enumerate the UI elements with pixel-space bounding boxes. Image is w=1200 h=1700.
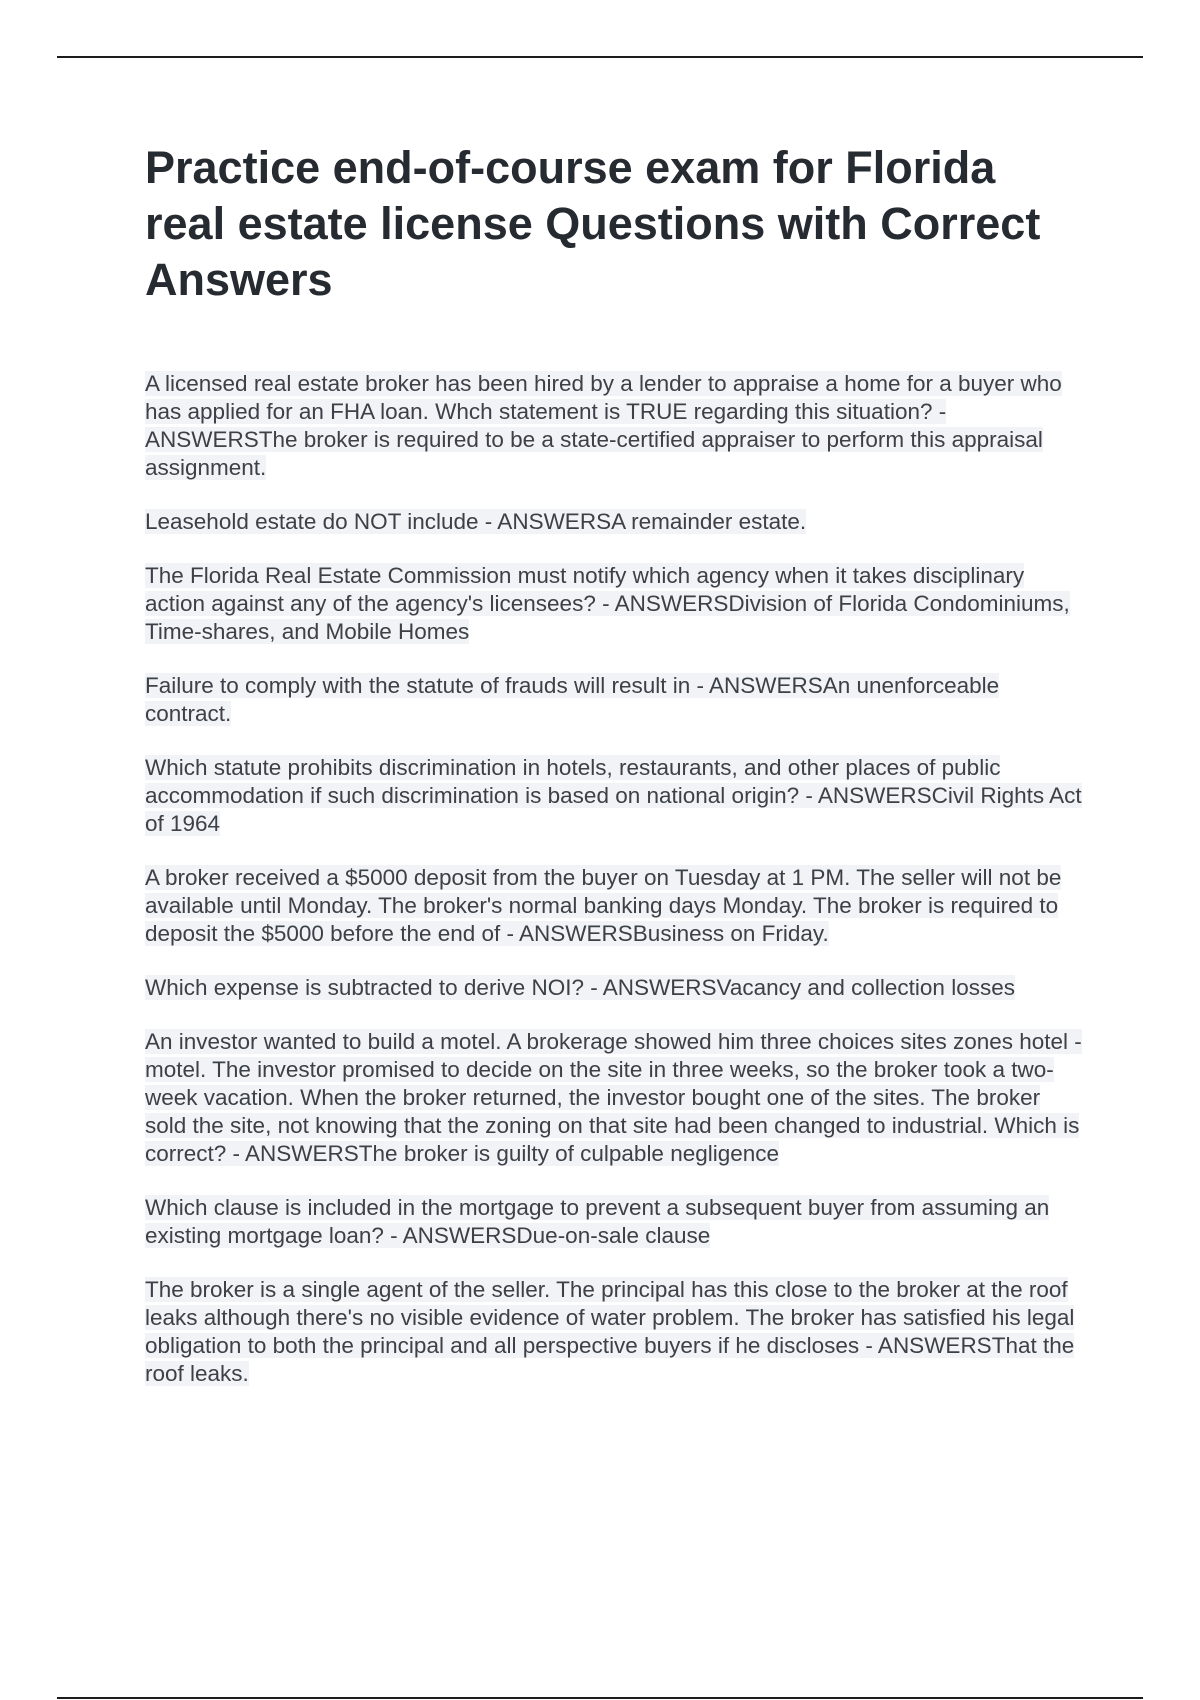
- qa-text: The broker is a single agent of the seller. The principal has this close to the broker at the roof leaks although there's no visible evidence of water problem. The broker has satisfied his legal obligation to both the principal and all perspective buyers if he discloses - ANSWERSThat the roof leaks.: [145, 1277, 1075, 1386]
- qa-text: A broker received a $5000 deposit from the buyer on Tuesday at 1 PM. The seller will not be available until Monday. The broker's normal banking days Monday. The broker is required to deposit the $5000 before the end of - ANSWERSBusiness on Friday.: [145, 865, 1062, 946]
- qa-text: Failure to comply with the statute of frauds will result in - ANSWERSAn unenforceable contract.: [145, 673, 1000, 726]
- document-body: [145, 140, 1085, 1414]
- qa-item: [145, 1276, 1085, 1388]
- qa-item: [145, 562, 1085, 646]
- qa-item: [145, 974, 1085, 1002]
- qa-text: Which statute prohibits discrimination in hotels, restaurants, and other places of public accommodation if such discrimination is based on national origin? - ANSWERSCivil Rights Act of 1964: [145, 755, 1082, 836]
- qa-item: [145, 754, 1085, 838]
- qa-text: The Florida Real Estate Commission must notify which agency when it takes disciplinary action against any of the agency's licensees? - ANSWERSDivision of Florida Condominiums, Time-shares, and Mobile Homes: [145, 563, 1070, 644]
- bottom-divider: [57, 1697, 1143, 1699]
- qa-text: An investor wanted to build a motel. A brokerage showed him three choices sites zones hotel -motel. The investor promised to decide on the site in three weeks, so the broker took a two-week vacation. When the broker returned, the investor bought one of the sites. The broker sold the site, not knowing that the zoning on that site had been changed to industrial. Which is correct? - ANSWERSThe broker is guilty of culpable negligence: [145, 1029, 1082, 1166]
- qa-text: Which expense is subtracted to derive NOI? - ANSWERSVacancy and collection losses: [145, 975, 1015, 1000]
- qa-list: [145, 370, 1085, 1388]
- qa-item: [145, 1194, 1085, 1250]
- qa-item: [145, 672, 1085, 728]
- qa-text: Which clause is included in the mortgage to prevent a subsequent buyer from assuming an existing mortgage loan? - ANSWERSDue-on-sale clause: [145, 1195, 1050, 1248]
- qa-item: [145, 508, 1085, 536]
- qa-item: [145, 370, 1085, 482]
- qa-item: [145, 1028, 1085, 1168]
- qa-text: Leasehold estate do NOT include - ANSWERSA remainder estate.: [145, 509, 807, 534]
- qa-text: A licensed real estate broker has been hired by a lender to appraise a home for a buyer who has applied for an FHA loan. Whch statement is TRUE regarding this situation? - ANSWERSThe broker is required to be a state-certified appraiser to perform this appraisal assignment.: [145, 371, 1062, 480]
- top-divider: [57, 56, 1143, 58]
- document-title: Practice end-of-course exam for Florida real estate license Questions with Correct Answers: [145, 142, 1041, 305]
- qa-item: [145, 864, 1085, 948]
